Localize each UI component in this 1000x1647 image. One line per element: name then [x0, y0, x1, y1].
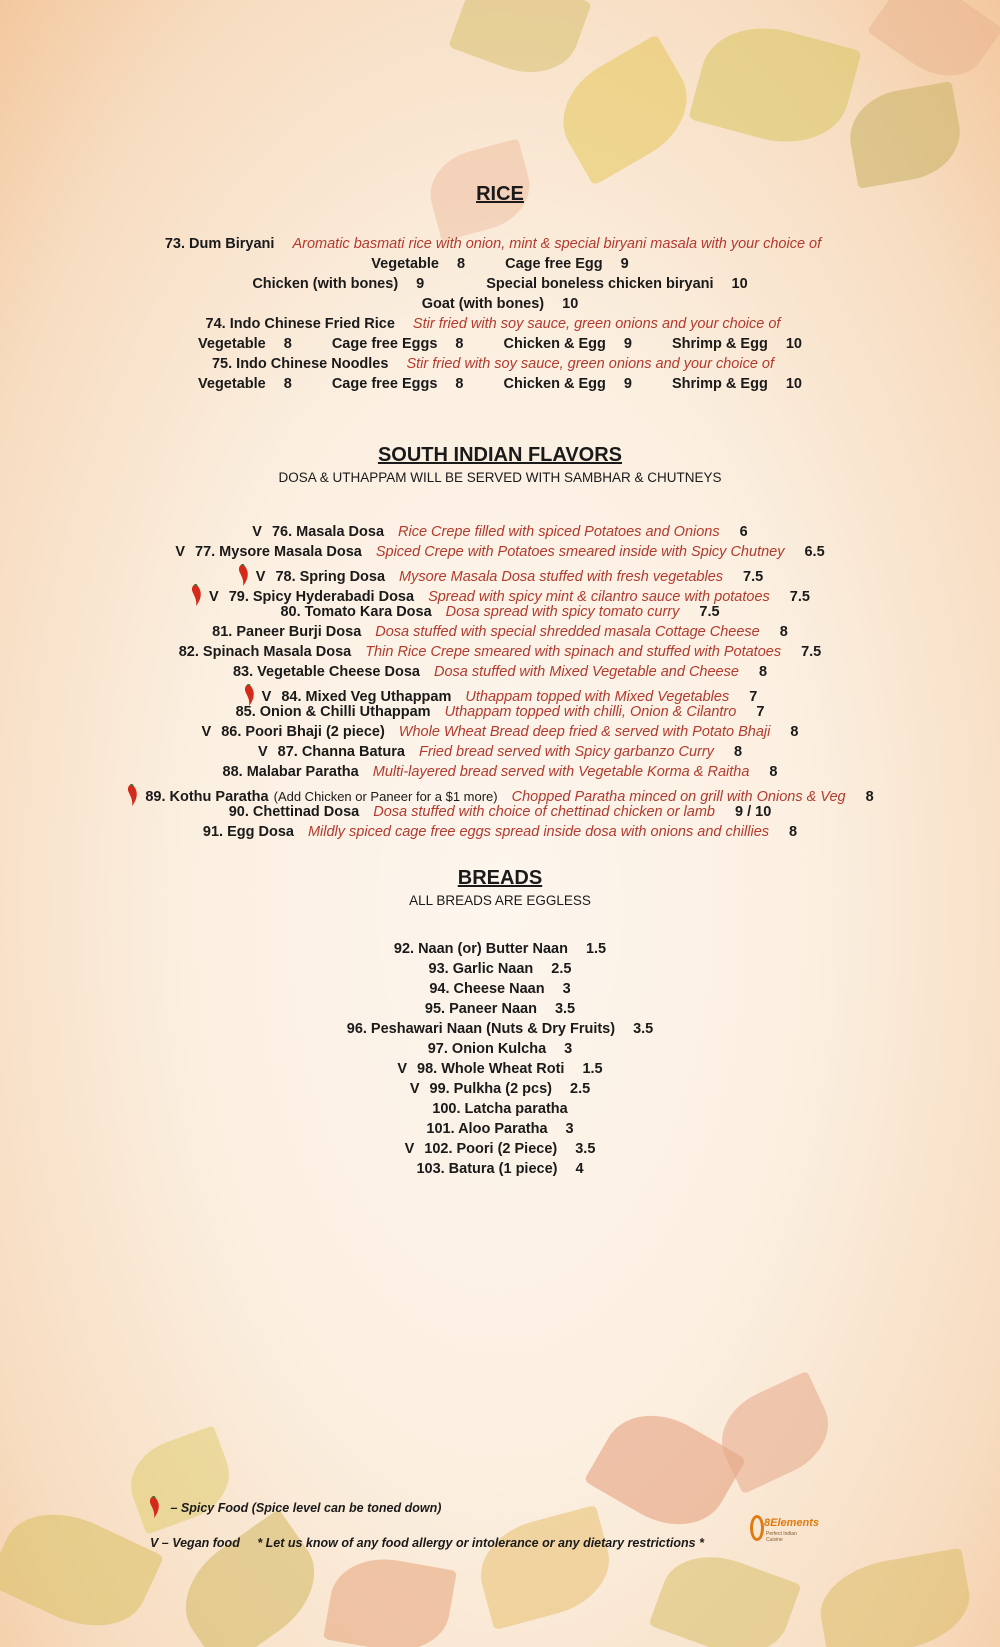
item-description: Dosa stuffed with choice of chettinad chicken or lamb [373, 804, 715, 820]
bread-item [0, 1141, 1000, 1157]
item-price: 7.5 [699, 604, 720, 620]
item-description: Dosa spread with spicy tomato curry [445, 604, 680, 620]
item-price: 3 [564, 1041, 573, 1057]
leaf-decoration [843, 81, 967, 189]
item-description: Spiced Crepe with Potatoes smeared inside with Spicy Chutney [375, 544, 785, 560]
item-price: 3.5 [575, 1141, 596, 1157]
item-name: 101. Aloo Paratha [426, 1121, 548, 1137]
leaf-decoration [448, 0, 592, 88]
item-price: 8 [865, 788, 874, 805]
item-name: 96. Peshawari Naan (Nuts & Dry Fruits) [346, 1021, 616, 1037]
item-name: 89. Kothu Paratha [145, 788, 269, 805]
menu-item [0, 644, 1000, 660]
item-price: 7 [756, 704, 765, 720]
option: Vegetable 8 [371, 256, 466, 272]
leaf-decoration [688, 12, 861, 157]
item-name: 88. Malabar Paratha [222, 764, 359, 780]
item-price: 2.5 [570, 1081, 591, 1097]
south-indian-subtitle: DOSA & UTHAPPAM WILL BE SERVED WITH SAMBHAR & CHUTNEYS [278, 470, 722, 485]
item-description: Mysore Masala Dosa stuffed with fresh vegetables [399, 568, 724, 585]
item-name: 74. Indo Chinese Fried Rice [205, 316, 395, 332]
menu-item [0, 524, 1000, 540]
item-name: 81. Paneer Burji Dosa [212, 624, 362, 640]
menu-item [0, 704, 1000, 720]
leaf-decoration [813, 1548, 976, 1647]
item-description: Thin Rice Crepe smeared with spinach and stuffed with Potatoes [365, 644, 782, 660]
item-name: 87. Channa Batura [277, 744, 405, 760]
item-price: 8 [733, 744, 743, 760]
item-name: 85. Onion & Chilli Uthappam [235, 704, 431, 720]
item-price: 3 [565, 1121, 574, 1137]
item-name: 84. Mixed Veg Uthappam [281, 688, 452, 705]
vegan-marker: V [201, 724, 212, 740]
leaf-decoration [867, 0, 1000, 94]
item-name: 103. Batura (1 piece) [416, 1161, 558, 1177]
item-price: 8 [758, 664, 768, 680]
item-price: 1.5 [582, 1061, 603, 1077]
menu-item [0, 724, 1000, 740]
item-price: 4 [575, 1161, 584, 1177]
menu-item [0, 744, 1000, 760]
option-row-73b [0, 276, 1000, 292]
item-name: 80. Tomato Kara Dosa [280, 604, 432, 620]
option: Special boneless chicken biryani 10 [486, 276, 748, 292]
chili-icon [148, 1496, 161, 1521]
item-price: 7.5 [743, 568, 764, 585]
item-name: 73. Dum Biryani [164, 236, 275, 252]
bread-item [0, 1101, 1000, 1117]
item-description: Stir fried with soy sauce, green onions and your choice of [412, 316, 781, 332]
vegan-legend-row [150, 1536, 704, 1550]
option-row-73c [0, 296, 1000, 312]
option-row-73a [0, 256, 1000, 272]
item-name: 97. Onion Kulcha [427, 1041, 547, 1057]
item-name: 94. Cheese Naan [429, 981, 545, 997]
item-description: Multi-layered bread served with Vegetable Korma & Raitha [372, 764, 750, 780]
item-name: 83. Vegetable Cheese Dosa [232, 664, 420, 680]
option: Vegetable 8 [198, 336, 292, 352]
item-description: Rice Crepe filled with spiced Potatoes and Onions [398, 524, 720, 540]
item-description: Chopped Paratha minced on grill with Onions & Veg [511, 788, 846, 805]
bread-item [0, 941, 1000, 957]
option: Shrimp & Egg 10 [671, 336, 802, 352]
item-name: 90. Chettinad Dosa [228, 804, 360, 820]
rice-title: RICE [476, 183, 524, 205]
option: Vegetable 8 [198, 376, 292, 392]
menu-item [0, 604, 1000, 620]
item-note: (Add Chicken or Paneer for a $1 more) [273, 788, 498, 804]
bread-item [0, 981, 1000, 997]
menu-item [0, 544, 1000, 560]
option: Chicken & Egg 9 [503, 376, 632, 392]
menu-item-75 [0, 356, 1000, 372]
item-description: Spread with spicy mint & cilantro sauce with potatoes [428, 588, 770, 605]
breads-title: BREADS [457, 867, 543, 889]
spicy-legend-text: – Spicy Food (Spice level can be toned down) [170, 1500, 442, 1515]
item-price: 8 [769, 764, 778, 780]
item-description: Whole Wheat Bread deep fried & served with Potato Bhaji [398, 724, 771, 740]
vegan-marker: V [397, 1061, 408, 1077]
bread-item [0, 1161, 1000, 1177]
logo-mark [750, 1515, 764, 1541]
option: Goat (with bones) 10 [421, 296, 579, 312]
vegan-marker: V [252, 524, 262, 540]
item-price: 8 [779, 624, 788, 640]
item-description: Fried bread served with Spicy garbanzo Curry [418, 744, 714, 760]
bread-item [0, 1121, 1000, 1137]
bread-item [0, 1021, 1000, 1037]
vegan-marker: V [409, 1081, 420, 1097]
vegan-marker: V [175, 544, 185, 560]
item-price: 1.5 [585, 941, 607, 957]
item-name: 86. Poori Bhaji (2 piece) [221, 724, 385, 740]
bread-item [0, 1081, 1000, 1097]
option: Cage free Eggs 8 [331, 376, 464, 392]
leaf-decoration [584, 1394, 747, 1546]
item-description: Dosa stuffed with special shredded masala Cottage Cheese [375, 624, 760, 640]
bread-item [0, 1061, 1000, 1077]
leaf-decoration [323, 1550, 457, 1647]
vegan-marker: V [404, 1141, 415, 1157]
breads-subtitle: ALL BREADS ARE EGGLESS [409, 893, 591, 908]
option: Shrimp & Egg 10 [671, 376, 802, 392]
option-row-75 [0, 376, 1000, 392]
item-name: 99. Pulkha (2 pcs) [429, 1081, 552, 1097]
item-price: 8 [789, 824, 798, 840]
item-price: 3.5 [554, 1001, 576, 1017]
item-price: 3 [562, 981, 571, 997]
item-name: 93. Garlic Naan [428, 961, 534, 977]
item-price: 2.5 [551, 961, 572, 977]
item-description: Mildly spiced cage free eggs spread inside dosa with onions and chillies [307, 824, 770, 840]
menu-item-74 [0, 316, 1000, 332]
vegan-marker: V [255, 568, 266, 585]
menu-item [0, 764, 1000, 780]
item-price: 7.5 [801, 644, 822, 660]
item-description: Uthappam topped with chilli, Onion & Cilantro [444, 704, 737, 720]
option: Cage free Egg 9 [505, 256, 629, 272]
option-row-74 [0, 336, 1000, 352]
menu-item [0, 664, 1000, 680]
item-price: 8 [790, 724, 799, 740]
menu-item [0, 824, 1000, 840]
leaf-decoration [164, 1509, 336, 1647]
bread-item [0, 961, 1000, 977]
leaf-decoration [470, 1505, 620, 1630]
spicy-legend [148, 1496, 441, 1521]
item-price: 7 [749, 688, 758, 705]
vegan-legend: V – Vegan food [150, 1536, 240, 1550]
item-description: Dosa stuffed with Mixed Vegetable and Cheese [433, 664, 739, 680]
item-name: 76. Masala Dosa [271, 524, 385, 540]
vegan-marker: V [261, 688, 272, 705]
item-description: Stir fried with soy sauce, green onions and your choice of [406, 356, 775, 372]
item-name: 75. Indo Chinese Noodles [211, 356, 389, 372]
option: Cage free Eggs 8 [331, 336, 464, 352]
item-name: 98. Whole Wheat Roti [417, 1061, 565, 1077]
item-name: 77. Mysore Masala Dosa [195, 544, 362, 560]
logo-name: 8Elements [764, 1517, 820, 1529]
vegan-marker: V [257, 744, 268, 760]
item-description: Uthappam topped with Mixed Vegetables [465, 688, 730, 705]
menu-item [0, 804, 1000, 820]
item-name: 82. Spinach Masala Dosa [178, 644, 352, 660]
item-price: 6 [739, 524, 748, 540]
south-indian-title: SOUTH INDIAN FLAVORS [377, 444, 623, 466]
bread-item [0, 1041, 1000, 1057]
item-price: 6.5 [804, 544, 825, 560]
allergy-note: * Let us know of any food allergy or intolerance or any dietary restrictions * [257, 1536, 704, 1550]
item-name: 102. Poori (2 Piece) [424, 1141, 558, 1157]
item-name: 95. Paneer Naan [424, 1001, 537, 1017]
menu-item-73 [0, 236, 1000, 252]
item-price: 9 / 10 [734, 804, 772, 820]
item-name: 78. Spring Dosa [275, 568, 386, 585]
item-name: 79. Spicy Hyderabadi Dosa [228, 588, 415, 605]
item-name: 91. Egg Dosa [202, 824, 294, 840]
bread-item [0, 1001, 1000, 1017]
option: Chicken & Egg 9 [503, 336, 632, 352]
item-name: 92. Naan (or) Butter Naan [393, 941, 568, 957]
logo-tagline: Perfect Indian Cuisine [766, 1531, 797, 1543]
item-price: 7.5 [789, 588, 810, 605]
item-description: Aromatic basmati rice with onion, mint & special biryani masala with your choice of [292, 236, 822, 252]
restaurant-logo [750, 1515, 820, 1545]
menu-item [0, 624, 1000, 640]
item-name: 100. Latcha paratha [432, 1101, 568, 1117]
item-price: 3.5 [633, 1021, 654, 1037]
option: Chicken (with bones) 9 [252, 276, 425, 292]
vegan-marker: V [209, 588, 219, 605]
leaf-decoration [649, 1540, 802, 1647]
